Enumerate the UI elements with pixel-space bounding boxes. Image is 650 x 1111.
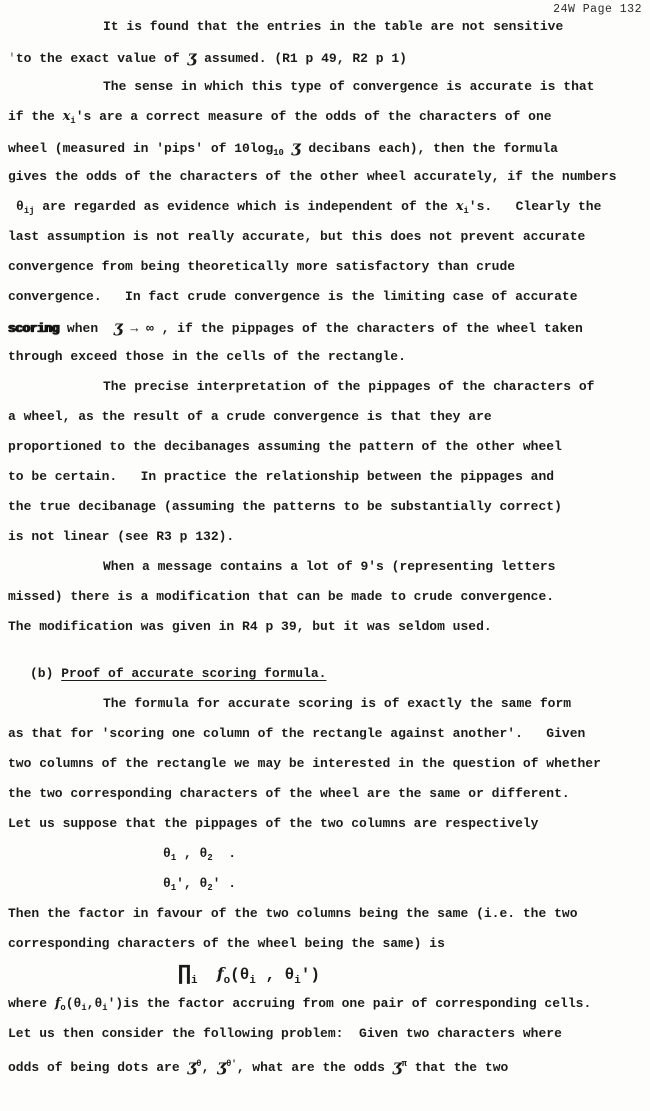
text-line: [8, 282, 644, 312]
text-segment: ′ .: [212, 876, 237, 891]
text-line: [8, 312, 644, 342]
text-segment: that the two: [406, 1059, 509, 1075]
zeta-odds-symbol: ʒ: [113, 317, 123, 336]
text-segment: x: [62, 109, 71, 124]
text-line: [8, 809, 644, 839]
text-segment: missed) there is a modification that can be made to crude convergence.: [8, 589, 555, 604]
text-segment: o: [60, 1003, 66, 1014]
text-line: [8, 132, 644, 162]
text-line: [8, 1019, 644, 1049]
page-number-label: 24W Page 132: [553, 3, 642, 16]
text-segment: are regarded as evidence which is independent of the: [34, 199, 456, 214]
text-segment: θ′: [226, 1059, 237, 1069]
text-segment: It is found that the entries in the table are not sensitive: [103, 19, 564, 34]
text-segment: proportioned to the decibanages assuming the pattern of the other wheel: [8, 439, 562, 454]
text-segment: the two corresponding characters of the wheel are the same or different.: [8, 786, 570, 801]
text-segment: The precise interpretation of the pippages of the characters of: [103, 379, 595, 394]
text-line: [8, 102, 644, 132]
text-segment: The modification was given in R4 p 39, but it was seldom used.: [8, 619, 492, 634]
text-segment: odds of being dots are: [8, 1059, 188, 1075]
zeta-odds-symbol: ʒ: [392, 1055, 402, 1075]
text-line: [8, 582, 644, 612]
text-line: [8, 252, 644, 282]
text-segment: as that for 'scoring one column of the rectangle against another'. Given: [8, 726, 586, 741]
text-segment: 2: [207, 853, 213, 864]
text-segment: i: [70, 116, 76, 127]
text-segment: 1: [170, 853, 177, 864]
text-segment: , what are the odds: [236, 1059, 393, 1075]
text-segment: last assumption is not really accurate, but this does not prevent accurate: [8, 229, 586, 244]
text-segment: When a message contains a lot of 9's (representing letters: [103, 559, 556, 574]
text-line: [8, 749, 644, 779]
text-segment: o: [223, 974, 231, 987]
text-segment: → ∞ , if the pippages of the characters of the wheel taken: [122, 321, 583, 336]
text-segment: gives the odds of the characters of the other wheel accurately, if the numbers: [8, 169, 617, 184]
text-segment: ′)is the factor accruing from one pair of corresponding cells.: [107, 996, 592, 1011]
text-segment: a wheel, as the result of a crude convergence is that they are: [8, 409, 492, 424]
text-line: [8, 372, 644, 402]
text-segment: (θ: [230, 966, 250, 984]
section-heading: [8, 659, 644, 689]
text-segment: through exceed those in the cells of the rectangle.: [8, 349, 406, 364]
text-segment: The formula for accurate scoring is of exactly the same form: [103, 696, 572, 711]
text-line: [8, 162, 644, 192]
text-segment: two columns of the rectangle we may be interested in the question of whether: [8, 756, 601, 771]
text-segment: f: [216, 964, 224, 983]
text-segment: scoring: [8, 321, 60, 336]
text-segment: .: [212, 846, 237, 861]
text-line: [8, 779, 644, 809]
text-segment: i: [190, 974, 198, 987]
text-segment: The sense in which this type of convergence is accurate is that: [103, 79, 595, 94]
text-segment: wheel (measured in 'pips' of 10log: [8, 141, 274, 156]
text-segment: ,θ: [86, 996, 103, 1011]
text-segment: 's. Clearly the: [468, 199, 602, 214]
text-segment: Then the factor in favour of the two columns being the same (i.e. the two: [8, 906, 578, 921]
text-segment: θ: [163, 876, 171, 891]
text-segment: Let us suppose that the pippages of the two columns are respectively: [8, 816, 539, 831]
text-segment: where: [8, 996, 55, 1011]
text-segment: [198, 966, 217, 984]
text-segment: ∏: [178, 962, 191, 986]
text-segment: ,: [201, 1059, 218, 1075]
text-segment: (b): [30, 666, 62, 681]
text-segment: x: [455, 199, 464, 214]
text-line: [8, 1049, 644, 1079]
text-segment: if the: [8, 109, 63, 124]
text-segment: f: [54, 996, 61, 1011]
text-line: [8, 222, 644, 252]
text-segment: Let us then consider the following problem: Given two characters where: [8, 1026, 562, 1041]
text-line: [8, 689, 644, 719]
text-segment: , θ: [255, 966, 295, 984]
text-segment: ij: [23, 206, 35, 217]
text-segment: i: [102, 1003, 108, 1014]
text-segment: corresponding characters of the wheel being the same) is: [8, 936, 445, 951]
text-segment: when: [59, 321, 114, 336]
text-segment: , θ: [176, 846, 208, 861]
text-line: [8, 989, 644, 1019]
text-line: [8, 12, 644, 42]
text-segment: i: [463, 206, 469, 217]
text-segment: ′, θ: [176, 876, 208, 891]
text-segment: 1: [170, 883, 177, 894]
text-segment: Proof of accurate scoring formula.: [61, 666, 327, 681]
text-segment: decibans each), then the formula: [300, 141, 558, 156]
text-segment: assumed. (R1 p 49, R2 p 1): [196, 51, 407, 66]
zeta-odds-symbol: ʒ: [217, 1055, 227, 1075]
text-segment: convergence from being theoretically more satisfactory than crude: [8, 259, 516, 274]
text-segment: convergence. In fact crude convergence is the limiting case of accurate: [8, 289, 578, 304]
text-line: [8, 462, 644, 492]
text-line: [8, 612, 644, 642]
formula-line: [8, 959, 644, 989]
text-segment: to the exact value of: [15, 51, 188, 66]
text-line: [8, 552, 644, 582]
text-line: [8, 342, 644, 372]
text-segment: 10: [273, 148, 284, 159]
text-segment: 2: [207, 883, 213, 894]
formula-line: [8, 839, 644, 869]
text-segment: [284, 141, 292, 156]
formula-line: [8, 869, 644, 899]
text-segment: (θ: [65, 996, 82, 1011]
text-segment: θ: [163, 846, 171, 861]
text-line: [8, 522, 644, 552]
text-segment: θ: [16, 199, 24, 214]
text-line: [8, 432, 644, 462]
text-segment: i: [294, 974, 301, 987]
document-text-block: [8, 12, 644, 1079]
text-segment: θ: [196, 1059, 202, 1069]
text-segment: the true decibanage (assuming the patterns to be substantially correct): [8, 499, 562, 514]
text-segment: i: [249, 974, 256, 987]
text-line: [8, 192, 644, 222]
text-line: [8, 72, 644, 102]
text-line: [8, 402, 644, 432]
text-segment: ': [8, 51, 16, 66]
text-segment: i: [81, 1003, 87, 1014]
text-line: [8, 929, 644, 959]
text-line: [8, 492, 644, 522]
text-segment: π: [401, 1059, 407, 1069]
zeta-odds-symbol: ʒ: [291, 137, 301, 156]
text-segment: 's are a correct measure of the odds of the characters of one: [75, 109, 552, 124]
text-segment: is not linear (see R3 p 132).: [8, 529, 235, 544]
zeta-odds-symbol: ʒ: [187, 1055, 197, 1075]
zeta-odds-symbol: ʒ: [187, 47, 197, 66]
text-segment: ′): [300, 966, 320, 984]
text-line: [8, 42, 644, 72]
text-segment: to be certain. In practice the relationship between the pippages and: [8, 469, 555, 484]
text-line: [8, 719, 644, 749]
text-line: [8, 899, 644, 929]
